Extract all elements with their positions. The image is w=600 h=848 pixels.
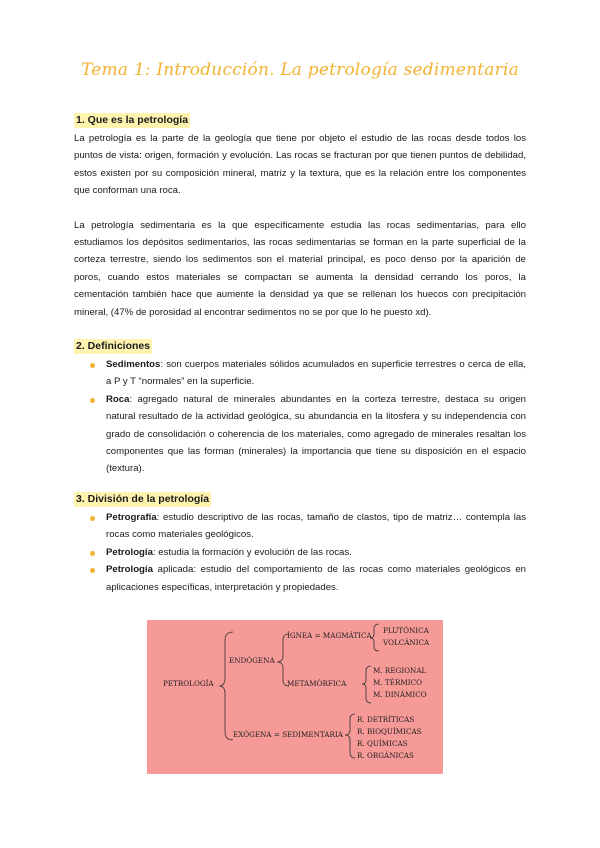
diagram-endogena: ENDÓGENA (229, 656, 275, 665)
diagram-metamorfica-child: M. REGIONAL (373, 666, 427, 675)
exogena-brace (345, 714, 355, 758)
list-item (74, 544, 526, 561)
definition-text: : agregado natural de minerales abundantes en la corteza terrestre, destaca su origen natural resultado de la actividad geológica, su abundancia en la litosfera y su independencia con grado de consolidación o coherencia de los materiales, como agregado de minerales resaltan los componentes que las forman (minerales) la importancia que tiene su disposición en el espacio (textura). (106, 393, 526, 475)
bullet-icon (90, 568, 95, 573)
diagram-ignea-child: VOLCÁNICA (383, 638, 430, 647)
diagram-exogena-child: R. QUÍMICAS (357, 739, 408, 748)
section-1-paragraph-2: La petrología sedimentaria es la que específicamente estudia las rocas sedimentarias, para ello estudiamos los depósitos sedimentarios, las rocas sedimentarias se forman en la parte superficial de la corteza terrestre, siendo los sedimentos son el material principal, es poco denso por la aparición de poros, cuando estos materiales se compactan se aumenta la densidad cerrando los poros, la cementación también hace que aumente la densidad ya que se rellenan los huecos con precipitación mineral, (47% de porosidad al encontrar sedimentos no se por que lo he puesto xd). (74, 219, 526, 318)
section-2 (74, 336, 526, 478)
diagram-exogena-child: R. ORGÁNICAS (357, 751, 414, 760)
definition-text: : estudio descriptivo de las rocas, tamaño de clastos, tipo de matriz… contempla las rocas como materiales geológicos. (106, 512, 526, 541)
diagram-exogena-child: R. BIOQUÍMICAS (357, 727, 422, 736)
definition-text: : son cuerpos materiales sólidos acumulados en superficie terrestres o cerca de ella, a P y T “normales” en la superficie. (106, 359, 526, 388)
section-3-heading: 3. División de la petrología (76, 493, 210, 505)
term: Roca (106, 393, 130, 405)
page-title: Tema 1: Introducción. La petrología sedimentaria (81, 60, 519, 80)
section-1-paragraph-1: La petrología es la parte de la geología que tiene por objeto el estudio de las rocas desde todos los puntos de vista: origen, formación y evolución. Las rocas se fracturan por que tienen puntos de debilidad, estos existen por su composición mineral, matriz y la textura, que es la relación entre los componentes que conforman una roca. (74, 133, 526, 197)
diagram-ignea-child: PLUTÓNICA (383, 626, 429, 635)
section-2-heading: 2. Definiciones (76, 340, 151, 352)
petrology-classification-diagram (147, 620, 443, 774)
diagram-root: PETROLOGÍA (163, 679, 214, 688)
term: Petrografía (106, 512, 157, 523)
section-3 (74, 489, 526, 596)
diagram-metamorfica: METAMÓRFICA (287, 679, 347, 688)
bullet-icon (90, 551, 95, 556)
list-item (74, 356, 526, 391)
diagram-exogena: EXÓGENA = SEDIMENTARIA (233, 730, 343, 739)
term: Sedimentos (106, 359, 161, 370)
list-item (74, 391, 526, 478)
list-item (74, 509, 526, 544)
term: Petrología (106, 546, 153, 558)
section-1-heading: 1. Que es la petrología (76, 114, 189, 126)
diagram-ignea: ÍGNEA = MAGMÁTICA (287, 631, 372, 640)
definition-text: : estudia la formación y evolución de las rocas. (152, 546, 352, 558)
definition-text: aplicada: estudio del comportamiento de las rocas como materiales geológicos en aplicaciones específicas, interpretación y propiedades. (106, 564, 526, 593)
term: Petrología (106, 564, 153, 576)
root-brace (219, 632, 233, 740)
list-item (74, 561, 526, 596)
diagram-exogena-child: R. DETRÍTICAS (357, 715, 415, 724)
diagram-metamorfica-child: M. TÉRMICO (373, 678, 422, 687)
bullet-icon (90, 516, 95, 521)
definitions-list (74, 356, 526, 478)
section-1 (74, 110, 526, 321)
diagram-metamorfica-child: M. DINÁMICO (373, 690, 427, 699)
metamorfica-brace (362, 666, 371, 703)
division-list (74, 509, 526, 596)
bullet-icon (90, 363, 95, 368)
bullet-icon (90, 398, 95, 403)
